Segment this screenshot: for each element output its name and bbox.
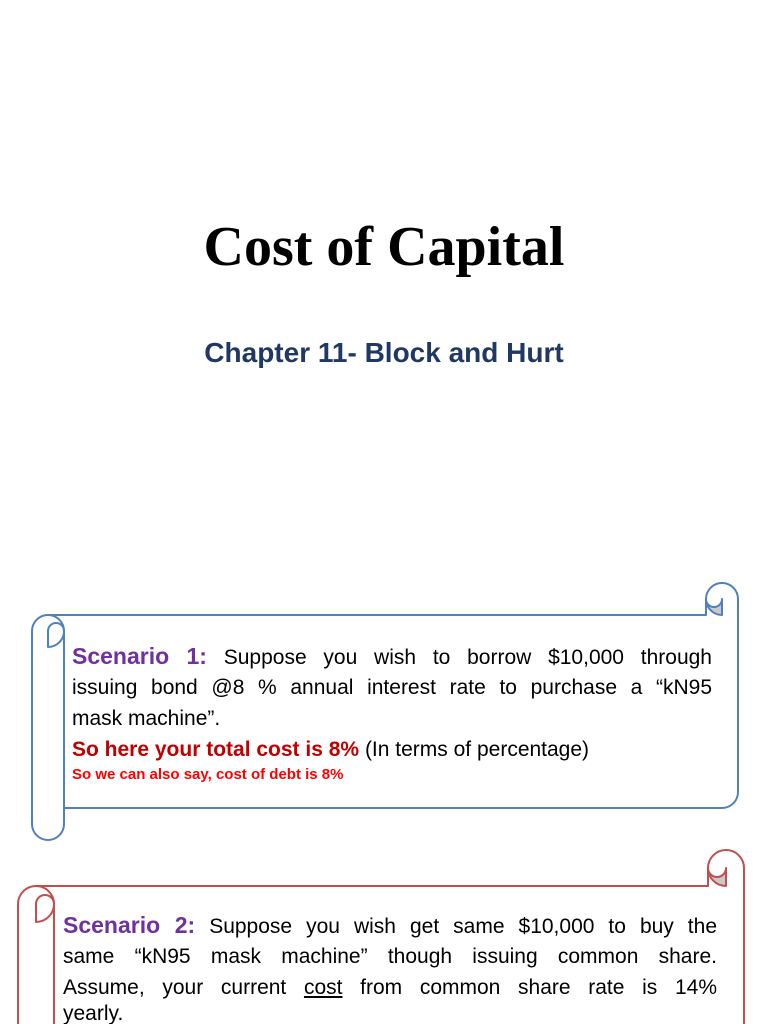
scenario-1-text bbox=[72, 641, 712, 785]
scenario-1-total-cost-note: (In terms of percentage) bbox=[364, 738, 590, 761]
scenario-1-line-1-text: Suppose you wish to borrow $10,000 through bbox=[223, 646, 712, 669]
scenario-1-line-1 bbox=[72, 641, 712, 672]
scenario-1-line-2: issuing bond @8 % annual interest rate to purchase a “kN95 bbox=[72, 676, 712, 699]
scenario-1-line-3: mask machine”. bbox=[72, 707, 221, 730]
scenario-1-line-4 bbox=[72, 734, 712, 765]
scenario-1-label: Scenario 1: bbox=[72, 643, 207, 669]
scenario-2-line-4: yearly. bbox=[63, 1003, 124, 1024]
scenario-1-total-cost: So here your total cost is 8% bbox=[72, 738, 360, 761]
scenario-2-text bbox=[63, 910, 717, 1024]
scenario-2-line-3-start: Assume, your current bbox=[63, 976, 287, 999]
scroll-2-top-left-curl bbox=[36, 895, 54, 922]
scroll-1-top-left-curl bbox=[48, 623, 64, 647]
scenario-1-conclusion: So we can also say, cost of debt is 8% bbox=[72, 766, 344, 783]
scenario-2-line-3 bbox=[63, 972, 717, 1003]
scroll-1-top-right-curl-shade bbox=[706, 599, 722, 615]
scenario-2-line-1-text: Suppose you wish get same $10,000 to buy the bbox=[209, 915, 717, 938]
scroll-2-top-right-curl-shade bbox=[708, 868, 726, 886]
slide-title: Cost of Capital bbox=[203, 216, 565, 278]
slide-subtitle: Chapter 11- Block and Hurt bbox=[204, 337, 564, 368]
scroll-1-left-roll bbox=[32, 615, 64, 840]
scenario-2-label: Scenario 2: bbox=[63, 912, 196, 938]
scenario-2-underlined-cost: cost bbox=[303, 976, 343, 999]
scenario-2-line-2: same “kN95 mask machine” though issuing common share. bbox=[63, 945, 717, 968]
scenario-2-line-3-end: from common share rate is 14% bbox=[360, 976, 717, 999]
scenario-2-line-1 bbox=[63, 910, 717, 941]
